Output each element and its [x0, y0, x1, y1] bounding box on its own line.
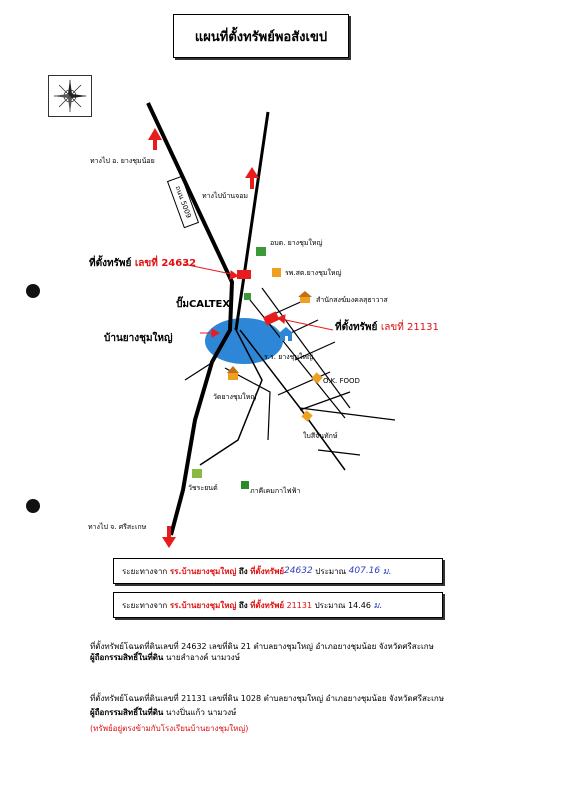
- label-to-yang-chum-noi: ทางไป อ. ยางชุมน้อย: [90, 157, 155, 165]
- property-21131-description: [90, 693, 444, 734]
- para1-owner: นายสำอางค์ นามวงษ์: [163, 653, 240, 662]
- distance2-approx: ประมาณ: [314, 600, 346, 610]
- distance2-from: รร.บ้านยางชุมใหญ่: [169, 600, 237, 610]
- para2-line1: ที่ตั้งทรัพย์โฉนดที่ดินเลขที่ 21131 เลขที่ดิน 1028 ตำบลยางชุมใหญ่ อำเภอยางชุมน้อย จังหวัดศรีสะเกษ: [90, 694, 445, 703]
- property-24632-description: [90, 641, 434, 663]
- label-property-21131: [335, 323, 439, 333]
- label-property-24632: [89, 259, 196, 269]
- distance1-approx: ประมาณ: [315, 566, 347, 576]
- property-24632-number: เลขที่ 24632: [134, 258, 197, 269]
- label-monk-office: สำนักสงฆ์มงคลสุธาวาส: [316, 296, 388, 304]
- distance1-prefix: ระยะทางจาก: [122, 566, 168, 576]
- distance2-prefix: ระยะทางจาก: [122, 600, 168, 610]
- property-24632-marker: [237, 270, 251, 279]
- road-to-ban-chom: [236, 112, 268, 330]
- para2-owner-label: ผู้ถือกรรมสิทธิ์ในที่ดิน: [90, 708, 164, 717]
- distance1-from: รร.บ้านยางชุมใหญ่: [169, 566, 237, 576]
- distance2-unit: ม.: [373, 601, 383, 611]
- monk-office-icon: [298, 291, 312, 303]
- road-sign-label: ถนน 5009: [173, 184, 194, 220]
- label-ok-food: O.K. FOOD: [323, 377, 360, 385]
- label-village: บ้านยางชุมใหญ่: [104, 333, 173, 344]
- distance1-to-word: ถึง: [238, 566, 248, 576]
- label-temple: วัดยางชุมใหญ่: [213, 393, 257, 401]
- label-caltex: ปั๊มCALTEX: [176, 299, 231, 310]
- ok-food-marker: [311, 372, 322, 383]
- map-title: แผนที่ตั้งทรัพย์พอสังเขป: [173, 14, 349, 58]
- label-to-ban-chom: ทางไปบ้านจอม: [202, 192, 249, 200]
- label-power: ภาคีเคมกาไฟฟ้า: [250, 487, 301, 495]
- para2-note: (ทรัพย์อยู่ตรงข้ามกับโรงเรียนบ้านยางชุมใหญ่): [90, 724, 249, 733]
- distance-box-24632: [113, 558, 443, 584]
- property-24632-prefix: ที่ตั้งทรัพย์: [89, 258, 132, 269]
- watcharayon-marker: [192, 469, 202, 478]
- para2-owner: นางปิ่นแก้ว นามวงษ์: [163, 708, 237, 717]
- para1-line1: ที่ตั้งทรัพย์โฉนดที่ดินเลขที่ 24632 เลขที่ดิน 21 ตำบลยางชุมใหญ่ อำเภอยางชุมน้อย จังหวัดศรีสะเกษ: [90, 642, 434, 651]
- temple-icon: [227, 366, 239, 380]
- distance2-to-word: ถึง: [238, 600, 248, 610]
- label-watcharayon: วัชระยนต์: [188, 484, 218, 492]
- distance2-value: 14.46: [348, 600, 371, 610]
- distance1-value: 407.16: [348, 566, 381, 576]
- caltex-marker: [244, 293, 251, 300]
- property-21131-number: เลขที่ 21131: [380, 322, 439, 333]
- para1-owner-line: [90, 652, 434, 663]
- power-marker: [241, 481, 249, 489]
- distance1-to: ที่ตั้งทรัพย์: [250, 566, 285, 576]
- label-obt: อบต. ยางชุมใหญ่: [270, 239, 323, 247]
- para2-owner-line: [90, 707, 444, 718]
- school-icon: [279, 327, 293, 341]
- distance-box-21131: [113, 592, 443, 618]
- label-school: ร.ร. ยางชุมใหญ่: [264, 353, 314, 361]
- distance2-number: 21131: [286, 600, 313, 610]
- para1-owner-label: ผู้ถือกรรมสิทธิ์ในที่ดิน: [90, 653, 164, 662]
- label-health-center: รพ.สต.ยางชุมใหญ่: [285, 269, 342, 277]
- distance2-to: ที่ตั้งทรัพย์: [250, 600, 285, 610]
- distance1-unit: ม.: [382, 567, 392, 577]
- property-21131-prefix: ที่ตั้งทรัพย์: [335, 322, 378, 333]
- obt-marker: [256, 247, 266, 256]
- main-road: [148, 103, 232, 535]
- label-ban-si: ใบสีจันทักษ์: [303, 432, 338, 440]
- health-center-marker: [272, 268, 281, 277]
- distance1-handwritten-number: 24632: [284, 566, 313, 576]
- label-to-sisaket: ทางไป จ. ศรีสะเกษ: [88, 523, 147, 531]
